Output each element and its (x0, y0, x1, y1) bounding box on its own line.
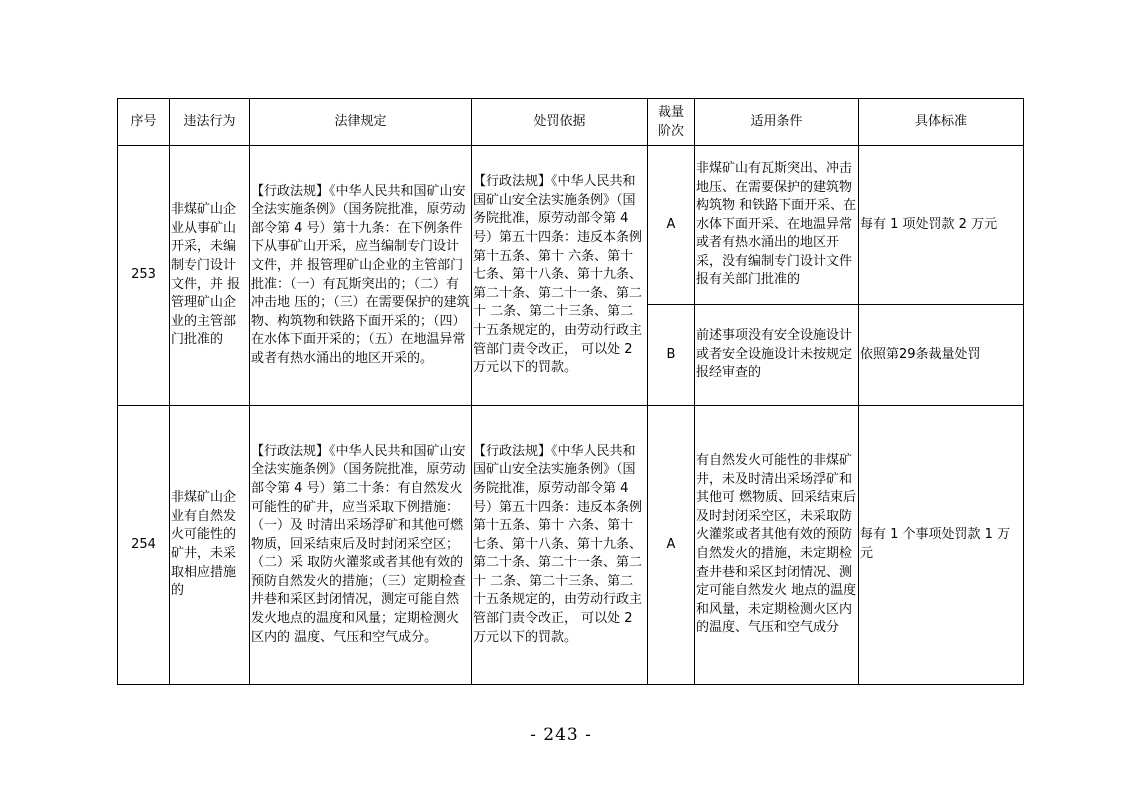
row-standard-b: 依照第29条裁量处罚 (859, 305, 1024, 406)
table-row (118, 146, 1024, 305)
page-number: - 243 - (530, 725, 592, 745)
row-seq: 254 (118, 406, 170, 685)
header-law: 法律规定 (250, 99, 472, 146)
table-row (118, 406, 1024, 685)
row-violation: 非煤矿山企业从事矿山开采，未编制专门设计文件，并 报管理矿山企业的主管部门批准的 (170, 146, 250, 406)
header-violation: 违法行为 (170, 99, 250, 146)
header-seq: 序号 (118, 99, 170, 146)
row-level-a: A (648, 146, 695, 305)
row-basis: 【行政法规】《中华人民共和国矿山安全法实施条例》（国务院批准，原劳动部令第 4 号）第五十四条：违反本条例第十五条、第十 六条、第十七条、第十八条、第十九条、第二十条、第二十一条、第二十 二条、第二十三条、第二十五条规定的，由劳动行政主管部门责令改正， 可以处 2 万元以下的罚款。 (472, 406, 648, 685)
row-law: 【行政法规】《中华人民共和国矿山安全法实施条例》（国务院批准，原劳动部令第 4 号）第二十条：有自然发火可能性的矿井，应当采取下例措施：（一）及 时清出采场浮矿和其他可燃物质，回采结束后及时封闭采空区；（二）采 取防火灌浆或者其他有效的预防自然发火的措施；（三）定期检查井巷和采区封闭情况，测定可能自然发火地点的温度和风量；定期检测火区内的 温度、气压和空气成分。 (250, 406, 472, 685)
row-law: 【行政法规】《中华人民共和国矿山安全法实施条例》（国务院批准，原劳动部令第 4 号）第十九条：在下例条件下从事矿山开采，应当编制专门设计文件，并 报管理矿山企业的主管部门批准：（一）有瓦斯突出的；（二）有冲击地 压的；（三）在需要保护的建筑物、构筑物和铁路下面开采的；（四）在水体下面开采的；（五）在地温异常或者有热水涌出的地区开采的。 (250, 146, 472, 406)
header-level: 裁量 阶次 (648, 99, 695, 146)
header-row (118, 99, 1024, 146)
row-seq: 253 (118, 146, 170, 406)
row-level-a: A (648, 406, 695, 685)
row-condition-a: 有自然发火可能性的非煤矿井，未及时清出采场浮矿和其他可 燃物质、回采结束后及时封闭采空区，未采取防火灌浆或者其他有效的预防自然发火的措施，未定期检查井巷和采区封闭情况、测定可能自然发火 地点的温度和风量，未定期检测火区内的温度、气压和空气成分 (695, 406, 859, 685)
penalty-table (117, 98, 1024, 685)
row-standard-a: 每有 1 个事项处罚款 1 万元 (859, 406, 1024, 685)
row-condition-b: 前述事项没有安全设施设计或者安全设施设计未按规定报经审查的 (695, 305, 859, 406)
row-condition-a: 非煤矿山有瓦斯突出、冲击地压、在需要保护的建筑物构筑物 和铁路下面开采、在水体下面开采、在地温异常或者有热水涌出的地区开 采，没有编制专门设计文件报有关部门批准的 (695, 146, 859, 305)
row-standard-a: 每有 1 项处罚款 2 万元 (859, 146, 1024, 305)
row-level-b: B (648, 305, 695, 406)
row-violation: 非煤矿山企业有自然发火可能性的矿井，未采取相应措施的 (170, 406, 250, 685)
row-basis: 【行政法规】《中华人民共和国矿山安全法实施条例》（国务院批准，原劳动部令第 4 号）第五十四条：违反本条例第十五条、第十 六条、第十七条、第十八条、第十九条、第二十条、第二十一条、第二十 二条、第二十三条、第二十五条规定的，由劳动行政主管部门责令改正， 可以处 2 万元以下的罚款。 (472, 146, 648, 406)
header-standard: 具体标准 (859, 99, 1024, 146)
header-condition: 适用条件 (695, 99, 859, 146)
header-basis: 处罚依据 (472, 99, 648, 146)
